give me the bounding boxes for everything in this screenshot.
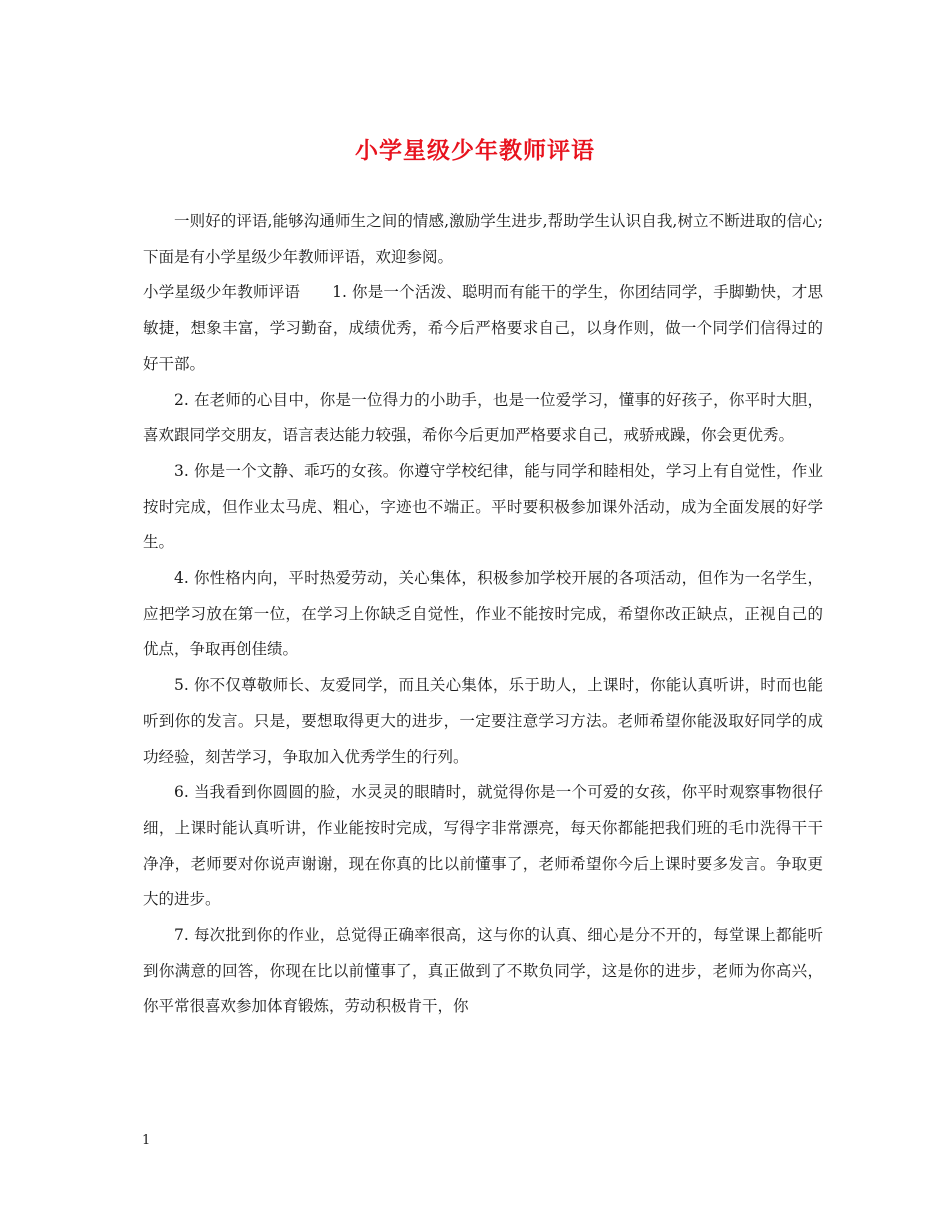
section-heading: 小学星级少年教师评语 [143,283,301,302]
intro-paragraph: 一则好的评语,能够沟通师生之间的情感,激励学生进步,帮助学生认识自我,树立不断进取的信心;下面是有小学星级少年教师评语，欢迎参阅。 [143,212,823,266]
paragraph-5: 5. 你不仅尊敬师长、友爱同学，而且关心集体，乐于助人，上课时，你能认真听讲，时而也能听到你的发言。只是，要想取得更大的进步，一定要注意学习方法。老师希望你能汲取好同学的成功经验，刻苦学习，争取加入优秀学生的行列。 [143,676,823,766]
page-number: 1 [142,1133,151,1148]
document-title: 小学星级少年教师评语 [355,137,595,164]
document-body [143,204,823,1025]
paragraph-7: 7. 每次批到你的作业，总觉得正确率很高，这与你的认真、细心是分不开的，每堂课上都能听到你满意的回答，你现在比以前懂事了，真正做到了不欺负同学，这是你的进步，老师为你高兴，你平常很喜欢参加体育锻炼，劳动积极肯干，你 [143,926,823,1016]
paragraph-2: 2. 在老师的心目中，你是一位得力的小助手，也是一位爱学习，懂事的好孩子，你平时大胆，喜欢跟同学交朋友，语言表达能力较强，希你今后更加严格要求自己，戒骄戒躁，你会更优秀。 [143,390,823,445]
paragraph-6: 6. 当我看到你圆圆的脸，水灵灵的眼睛时，就觉得你是一个可爱的女孩，你平时观察事物很仔细，上课时能认真听讲，作业能按时完成，写得字非常漂亮，每天你都能把我们班的毛巾洗得干干净净，老师要对你说声谢谢，现在你真的比以前懂事了，老师希望你今后上课时要多发言。争取更大的进步。 [143,783,823,909]
paragraph-4: 4. 你性格内向，平时热爱劳动，关心集体，积极参加学校开展的各项活动，但作为一名学生，应把学习放在第一位，在学习上你缺乏自觉性，作业不能按时完成，希望你改正缺点，正视自己的优点，争取再创佳绩。 [143,569,823,659]
paragraph-1-text: 1. 你是一个活泼、聪明而有能干的学生，你团结同学，手脚勤快，才思敏捷，想象丰富，学习勤奋，成绩优秀，希今后严格要求自己，以身作则，做一个同学们信得过的好干部。 [143,283,823,373]
paragraph-3: 3. 你是一个文静、乖巧的女孩。你遵守学校纪律，能与同学和睦相处，学习上有自觉性，作业按时完成，但作业太马虎、粗心，字迹也不端正。平时要积极参加课外活动，成为全面发展的好学生。 [143,461,823,552]
paragraph-1 [143,275,823,382]
